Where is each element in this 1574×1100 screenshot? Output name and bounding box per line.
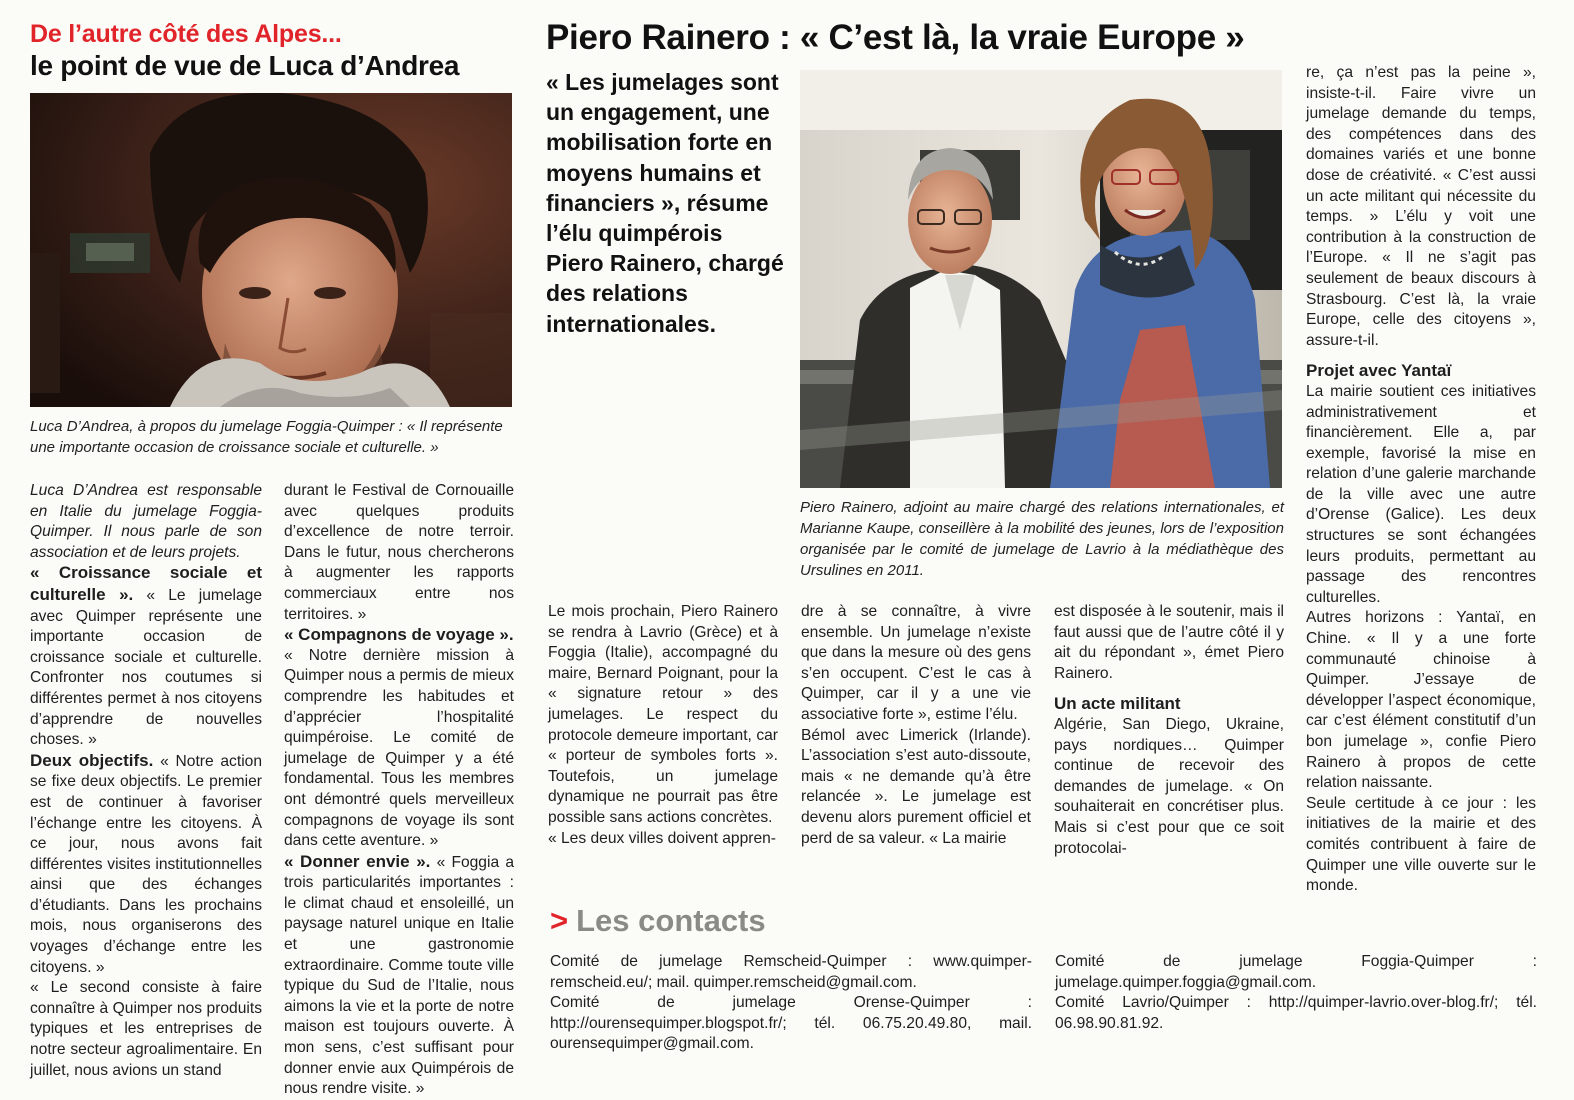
main-c3-spacer <box>1054 684 1284 694</box>
left-title: le point de vue de Luca d’Andrea <box>30 50 460 81</box>
exhibition-photo-image <box>800 70 1282 488</box>
main-column-4 <box>1306 63 1536 897</box>
contacts-heading <box>550 903 766 939</box>
left-column-2 <box>284 481 514 1100</box>
main-c1-paragraph-1: Le mois prochain, Piero Rainero se rendra à Lavrio (Grèce) et à Foggia (Italie), accompagné du maire, Bernard Poignant, pour la « signature retour » des jumelages. Le respect du protocole demeure important, car « porteur de symboles forts ». Toutefois, un jumelage dynamique ne pourrait pas être possible sans actions concrètes. <box>548 603 778 826</box>
main-deck: « Les jumelages sont un engagement, une mobilisation forte en moyens humains et financiers », résume l’élu quimpérois Piero Rainero, chargé des relations internationales. <box>546 69 784 337</box>
contacts-arrow-icon: > <box>550 903 569 938</box>
main-subhead-yantai: Projet avec Yantaï <box>1306 361 1452 381</box>
main-c3-paragraph-2: Algérie, San Diego, Ukraine, pays nordiques… Quimper continue de recevoir des demandes de jumelage. « On souhaiterait en concrétiser plus. Mais si c’est pour que ce soit protocolai- <box>1054 715 1284 857</box>
main-c4-paragraph-4: Seule certitude à ce jour : les initiatives de la mairie et des comités contribuent à faire de Quimper une ville ouverte sur le monde. <box>1306 794 1536 895</box>
main-c4-paragraph-2: La mairie soutient ces initiatives administrativement et financièrement. Elle a, par exemple, favorisé la mise en relation d’une galerie marchande de la ville avec une autre d’Orense (Galice). Les deux structures se sont échangées leurs produits, permettant au passage des rencontres culturelles. <box>1306 382 1536 606</box>
main-c1-paragraph-2: « Les deux villes doivent appren- <box>548 829 776 847</box>
left-c2-paragraph-1: durant le Festival de Cornouaille avec quelques produits d’excellence de notre terroir. Dans le futur, nous chercherons à augmenter les rapports commerciaux entre nos territoires. » <box>284 482 514 623</box>
rainero-kaupe-photo <box>800 70 1282 488</box>
contact-remscheid: Comité de jumelage Remscheid-Quimper : www.quimper-remscheid.eu/; mail. quimper.remscheid@gmail.com. <box>550 953 1032 991</box>
contacts-right <box>1055 952 1537 1034</box>
left-paragraph-1 <box>30 563 262 750</box>
left-subhead-4: « Donner envie ». <box>284 851 431 871</box>
main-c2-paragraph-1: dre à se connaître, à vivre ensemble. Un jumelage n’existe que dans la mesure où des gens s’en occupent. C’est le cas à Quimper, car il y a une vie associative forte », estime l’élu. <box>801 603 1031 723</box>
luca-photo-caption: Luca D’Andrea, à propos du jumelage Foggia-Quimper : « Il représente une importante occasion de croissance sociale et culturelle. » <box>30 418 503 456</box>
left-kicker: De l’autre côté des Alpes... <box>30 20 342 48</box>
main-c3-paragraph-1: est disposée à le soutenir, mais il faut aussi que de l’autre côté il y ait du répondant », émet Piero Rainero. <box>1054 603 1284 682</box>
main-c4-paragraph-3: Autres horizons : Yantaï, en Chine. « Il y a une forte communauté chinoise à Quimper. J’essaye de développer l’aspect économique, car c’est élément constitutif d’un bon jumelage », confie Piero Rainero à propos de cette relation naissante. <box>1306 609 1536 792</box>
left-column-1 <box>30 481 262 1081</box>
main-subhead-militant: Un acte militant <box>1054 694 1181 714</box>
contacts-title: Les contacts <box>576 903 766 938</box>
contacts-left <box>550 952 1032 1055</box>
left-paragraph-1-body: « Le jumelage avec Quimper représente une importante occasion de croissance sociale et culturelle. Confronter nos coutumes si différentes permet à nos citoyens d’apprendre de nouvelles choses. » <box>30 586 263 749</box>
left-paragraph-2 <box>30 751 262 979</box>
main-c4-paragraph-1: re, ça n’est pas la peine », insiste-t-il. Faire vivre un jumelage demande du temps, des compétences dans des domaines variés et une bonne dose de créativité. « C’est aussi un acte militant qui nécessite du temps. » L’élu y voit une contribution à la construction de l’Europe. « Il ne s’agit pas seulement de beaux discours à Strasbourg. C’est là, la vraie Europe, celle des citoyens », assure-t-il. <box>1306 64 1536 349</box>
left-c2-paragraph-3 <box>284 852 514 1100</box>
main-column-2 <box>801 602 1031 849</box>
main-title: Piero Rainero : « C’est là, la vraie Europe » <box>546 18 1245 57</box>
contact-orense: Comité de jumelage Orense-Quimper : http://ourensequimper.blogspot.fr/; tél. 06.75.20.49.80, mail. ourensequimper@gmail.com. <box>550 994 1032 1053</box>
rainero-photo-caption: Piero Rainero, adjoint au maire chargé des relations internationales, et Marianne Kaupe, conseillère à la mobilité des jeunes, lors de l’exposition organisée par le comité de jumelage de Lavrio à la médiathèque des Ursulines en 2011. <box>800 499 1284 579</box>
contact-foggia: Comité de jumelage Foggia-Quimper : jumelage.quimper.foggia@gmail.com. <box>1055 953 1537 991</box>
left-subhead-2: Deux objectifs. <box>30 750 154 770</box>
luca-photo <box>30 93 512 407</box>
main-c2-paragraph-2: Bémol avec Limerick (Irlande). L’association s’est auto-dissoute, mais « ne demande qu’à être relancée ». Le jumelage est devenu alors purement officiel et perd de sa valeur. « La mairie <box>801 726 1031 847</box>
main-column-1 <box>548 602 778 849</box>
left-paragraph-3: « Le second consiste à faire connaître à Quimper nos produits typiques et les entreprises de notre secteur agroalimentaire. En juillet, nous avions un stand <box>30 979 262 1079</box>
main-c4-spacer <box>1306 351 1536 361</box>
left-c2-paragraph-2: « Notre dernière mission à Quimper nous a permis de mieux comprendre les habitudes et d’apprécier l’hospitalité quimpéroise. Le comité de jumelage de Quimper y a été fondamental. Tous les membres ont démontré quels merveilleux compagnons de voyage ils sont dans cette aventure. » <box>284 646 514 850</box>
left-subhead-1: « Croissance sociale et culturelle ». <box>30 563 262 604</box>
luca-portrait-image <box>30 93 512 407</box>
left-intro: Luca D’Andrea est responsable en Italie du jumelage Foggia-Quimper. Il nous parle de son association et de leurs projets. <box>30 482 262 561</box>
left-c2-paragraph-3-body: « Foggia a trois particularités importantes : le climat chaud et ensoleillé, un paysage naturel unique en Italie et une gastronomie extraordinaire. Comme toute ville typique du Sud de l’Italie, nous aimons la vie et la porte de notre maison est toujours ouverte. À mon sens, c’est suffisant pour donner envie aux Quimpérois de nous rendre visite. » <box>284 853 514 1098</box>
contact-lavrio: Comité Lavrio/Quimper : http://quimper-lavrio.over-blog.fr/; tél. 06.98.90.81.92. <box>1055 994 1537 1032</box>
main-column-3 <box>1054 602 1284 859</box>
left-subhead-3: « Compagnons de voyage ». <box>284 625 514 645</box>
left-paragraph-2-body: « Notre action se fixe deux objectifs. Le premier est de continuer à favoriser l’échange entre les citoyens. À ce jour, nous avons fait différentes visites institutionnelles ainsi que des échanges d’étudiants. Dans les prochains mois, nous organiserons des voyages d’échange entre les citoyens. » <box>30 752 262 976</box>
